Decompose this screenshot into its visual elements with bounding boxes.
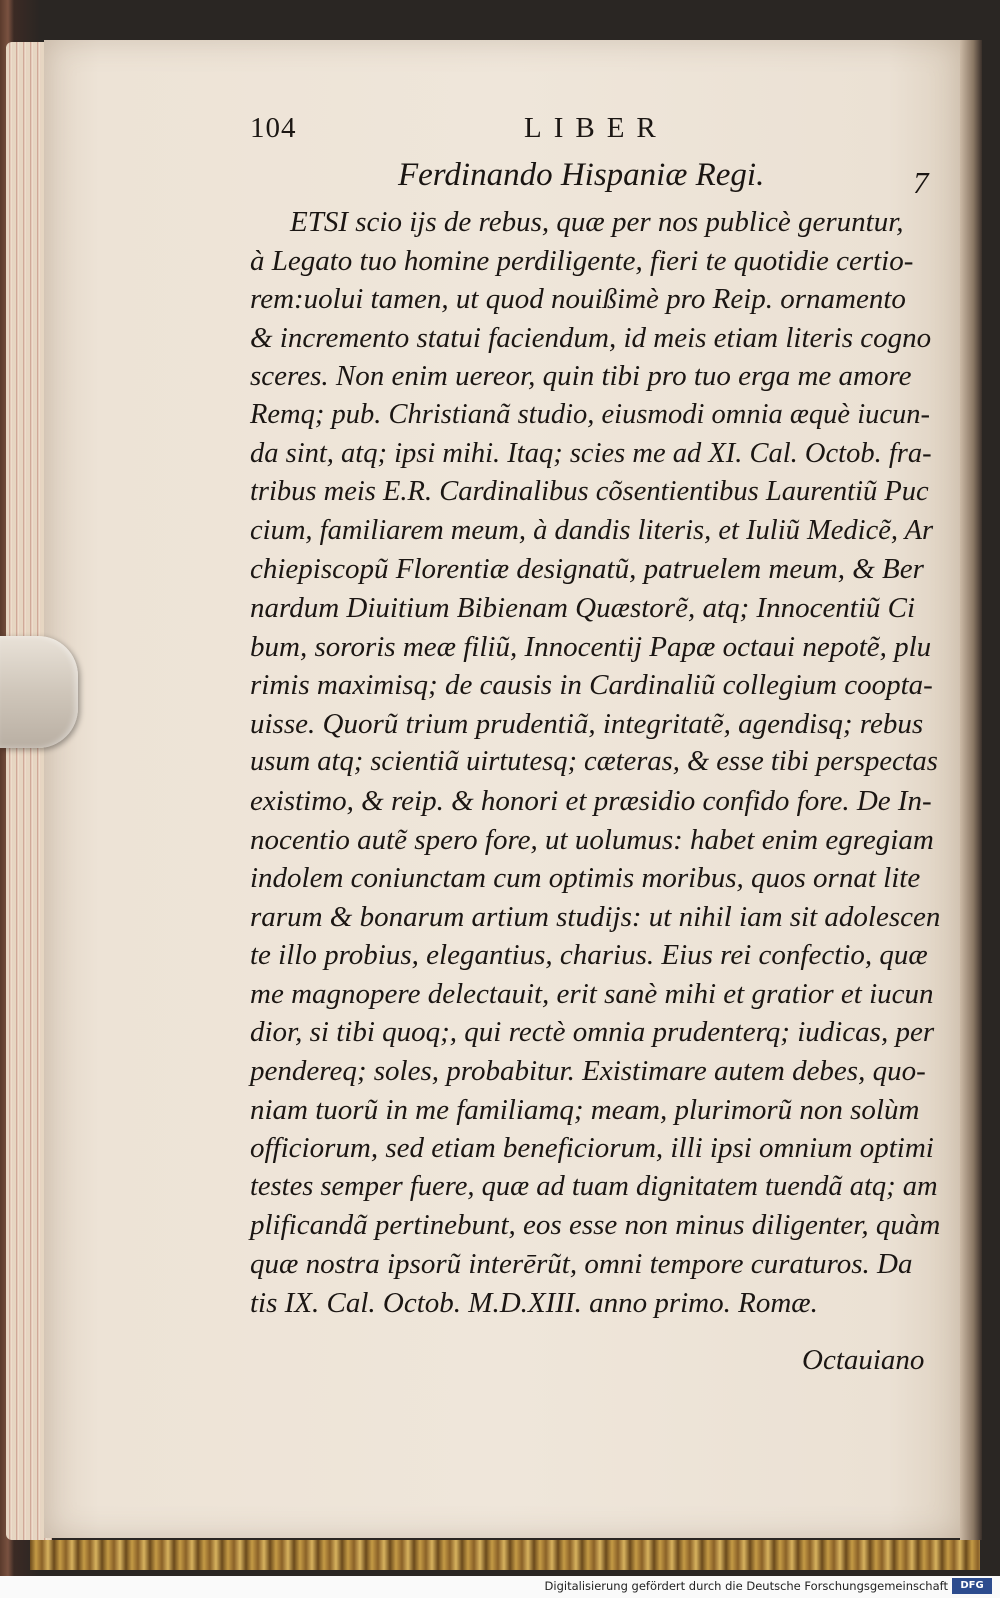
book-clasp bbox=[0, 636, 78, 748]
text-line: usum atq; scientiã uirtutesq; cæteras, & esse tibi perspectas bbox=[250, 746, 938, 778]
letter-heading: Ferdinando Hispaniæ Regi. bbox=[398, 157, 765, 193]
dfg-logo: DFG bbox=[952, 1578, 992, 1594]
text-line: rem:uolui tamen, ut quod nouißimè pro Reip. ornamento bbox=[250, 283, 906, 316]
text-line: & incremento statui faciendum, id meis etiam literis cogno bbox=[250, 321, 932, 354]
text-line: rarum & bonarum artium studijs: ut nihil iam sit adolescen bbox=[250, 900, 941, 933]
page-number: 104 bbox=[250, 112, 297, 144]
text-line: me magnopere delectauit, erit sanè mihi et gratior et iucun bbox=[250, 977, 934, 1010]
text-line: chiepiscopũ Florentiæ designatũ, patruelem meum, & Ber bbox=[250, 553, 924, 586]
page-right-edge bbox=[960, 40, 982, 1540]
text-line: dior, si tibi quoq;, qui rectè omnia prudenterq; iudicas, per bbox=[250, 1016, 935, 1049]
text-line: à Legato tuo homine perdiligente, fieri te quotidie certio- bbox=[250, 244, 914, 277]
letter-number: 7 bbox=[913, 165, 929, 200]
text-line: cium, familiarem meum, à dandis literis, et Iuliũ Medicẽ, Ar bbox=[250, 514, 934, 546]
text-line: tribus meis E.R. Cardinalibus cõsentientibus Laurentiũ Puc bbox=[250, 476, 929, 508]
book-title: LIBER bbox=[524, 112, 668, 144]
text-line: sceres. Non enim uereor, quin tibi pro tuo erga me amore bbox=[250, 360, 912, 393]
text-line: niam tuorũ in me familiamq; meam, plurimorũ non solùm bbox=[250, 1093, 920, 1126]
text-line: rimis maximisq; de causis in Cardinaliũ collegium coopta- bbox=[250, 669, 933, 702]
text-line: quæ nostra ipsorũ interērũt, omni tempore curaturos. Da bbox=[250, 1248, 913, 1281]
gilded-bottom-edge bbox=[30, 1540, 980, 1570]
text-line: da sint, atq; ipsi mihi. Itaq; scies me ad XI. Cal. Octob. fra- bbox=[250, 437, 932, 469]
text-line: indolem coniunctam cum optimis moribus, quos ornat lite bbox=[250, 862, 921, 895]
text-line: uisse. Quorũ trium prudentiã, integritatẽ, agendisq; rebus bbox=[250, 707, 924, 740]
text-line: nocentio autẽ spero fore, ut uolumus: habet enim egregiam bbox=[250, 823, 934, 856]
text-line: officiorum, sed etiam beneficiorum, illi ipsi omnium optimi bbox=[250, 1132, 934, 1165]
running-head bbox=[0, 112, 1000, 152]
text-line: Remq; pub. Christianã studio, eiusmodi omnia æquè iucun- bbox=[250, 398, 931, 430]
footer-credit: Digitalisierung gefördert durch die Deutsche Forschungsgemeinschaft bbox=[544, 1579, 948, 1593]
text-line: pendereq; soles, probabitur. Existimare autem debes, quo- bbox=[250, 1055, 926, 1088]
letter-body bbox=[250, 203, 940, 1322]
text-line: te illo probius, elegantius, charius. Eius rei confectio, quæ bbox=[250, 939, 928, 972]
text-line: nardum Diuitium Bibienam Quæstorẽ, atq; Innocentiũ Ci bbox=[250, 591, 916, 624]
text-line: ETSI scio ijs de rebus, quæ per nos publicè geruntur, bbox=[290, 206, 904, 238]
text-line: tis IX. Cal. Octob. M.D.XIII. anno primo. Romæ. bbox=[250, 1286, 818, 1319]
catchword: Octauiano bbox=[802, 1344, 925, 1376]
text-line: bum, sororis meæ filiũ, Innocentij Papæ octaui nepotẽ, plu bbox=[250, 630, 932, 663]
text-line: existimo, & reip. & honori et præsidio confido fore. De In- bbox=[250, 784, 932, 817]
text-line: plificandã pertinebunt, eos esse non minus diligenter, quàm bbox=[250, 1209, 941, 1242]
text-line: testes semper fuere, quæ ad tuam dignitatem tuendã atq; am bbox=[250, 1170, 938, 1202]
